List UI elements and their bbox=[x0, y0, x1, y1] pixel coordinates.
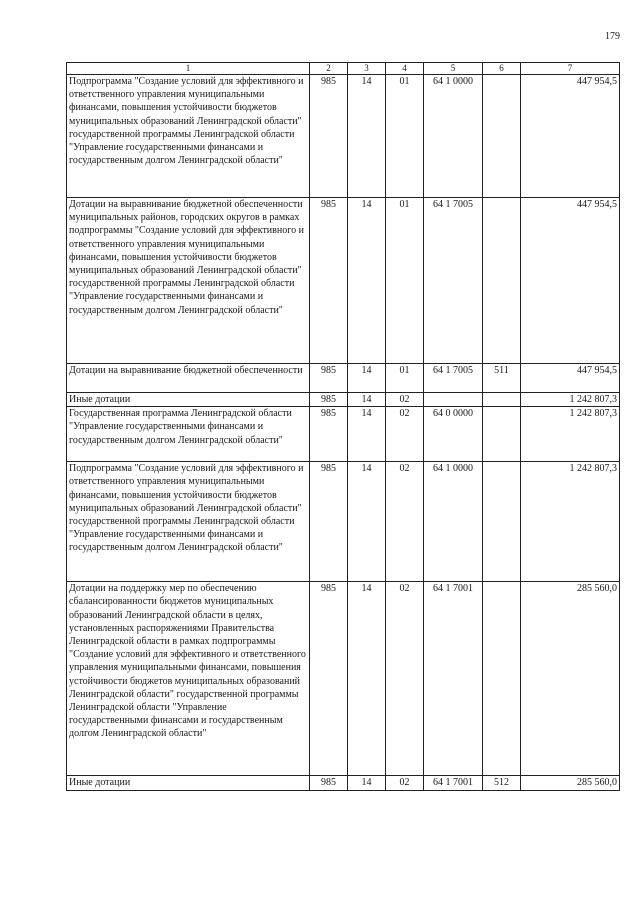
cell-subsection: 02 bbox=[386, 582, 424, 776]
cell-amount: 447 954,5 bbox=[521, 75, 620, 198]
cell-amount: 285 560,0 bbox=[521, 776, 620, 791]
column-header: 7 bbox=[521, 63, 620, 75]
cell-name: Государственная программа Ленинградской области "Управление государственными финансами и государственным долгом Ленинградской области" bbox=[67, 407, 310, 462]
cell-amount: 1 242 807,3 bbox=[521, 393, 620, 407]
table-row bbox=[67, 393, 620, 407]
cell-type: 511 bbox=[483, 364, 521, 393]
cell-type bbox=[483, 407, 521, 462]
cell-section: 14 bbox=[348, 462, 386, 582]
cell-section: 14 bbox=[348, 75, 386, 198]
cell-subsection: 02 bbox=[386, 776, 424, 791]
table-row bbox=[67, 364, 620, 393]
cell-target: 64 1 7005 bbox=[424, 364, 483, 393]
column-header: 3 bbox=[348, 63, 386, 75]
cell-section: 14 bbox=[348, 393, 386, 407]
cell-type bbox=[483, 393, 521, 407]
cell-target: 64 1 7005 bbox=[424, 198, 483, 364]
cell-subsection: 02 bbox=[386, 462, 424, 582]
cell-admin: 985 bbox=[310, 462, 348, 582]
column-header: 2 bbox=[310, 63, 348, 75]
table-row bbox=[67, 75, 620, 198]
cell-section: 14 bbox=[348, 776, 386, 791]
cell-target: 64 1 0000 bbox=[424, 75, 483, 198]
cell-target bbox=[424, 393, 483, 407]
column-header: 4 bbox=[386, 63, 424, 75]
cell-section: 14 bbox=[348, 198, 386, 364]
cell-admin: 985 bbox=[310, 198, 348, 364]
cell-amount: 1 242 807,3 bbox=[521, 407, 620, 462]
table-row bbox=[67, 776, 620, 791]
cell-amount: 285 560,0 bbox=[521, 582, 620, 776]
cell-admin: 985 bbox=[310, 582, 348, 776]
cell-admin: 985 bbox=[310, 393, 348, 407]
cell-admin: 985 bbox=[310, 776, 348, 791]
cell-target: 64 0 0000 bbox=[424, 407, 483, 462]
cell-section: 14 bbox=[348, 364, 386, 393]
header-row bbox=[67, 63, 620, 75]
cell-section: 14 bbox=[348, 582, 386, 776]
cell-subsection: 02 bbox=[386, 393, 424, 407]
cell-subsection: 01 bbox=[386, 364, 424, 393]
cell-section: 14 bbox=[348, 407, 386, 462]
page-number: 179 bbox=[605, 31, 620, 42]
cell-type: 512 bbox=[483, 776, 521, 791]
cell-admin: 985 bbox=[310, 75, 348, 198]
cell-amount: 1 242 807,3 bbox=[521, 462, 620, 582]
budget-table bbox=[66, 62, 620, 791]
cell-subsection: 01 bbox=[386, 198, 424, 364]
table-row bbox=[67, 198, 620, 364]
cell-name: Дотации на поддержку мер по обеспечению сбалансированности бюджетов муниципальных образований Ленинградской области в целях, установленных распоряжениями Правительства Ленинградской области в рамках подпрограммы "Создание условий для эффективного и ответственного управления муниципальными финансами, повышения устойчивости бюджетов муниципальных образований Ленинградской области" государственной программы Ленинградской области "Управление государственными финансами и государственным долгом Ленинградской области" bbox=[67, 582, 310, 776]
cell-type bbox=[483, 198, 521, 364]
column-header: 1 bbox=[67, 63, 310, 75]
table-row bbox=[67, 462, 620, 582]
cell-name: Дотации на выравнивание бюджетной обеспеченности муниципальных районов, городских округов в рамках подпрограммы "Создание условий для эффективного и ответственного управления муниципальными финансами, повышения устойчивости бюджетов муниципальных образований Ленинградской области" государственной программы Ленинградской области "Управление государственными финансами и государственным долгом Ленинградской области" bbox=[67, 198, 310, 364]
cell-admin: 985 bbox=[310, 407, 348, 462]
cell-amount: 447 954,5 bbox=[521, 198, 620, 364]
cell-target: 64 1 7001 bbox=[424, 776, 483, 791]
cell-target: 64 1 7001 bbox=[424, 582, 483, 776]
table-row bbox=[67, 582, 620, 776]
cell-name: Подпрограмма "Создание условий для эффективного и ответственного управления муниципальными финансами, повышения устойчивости бюджетов муниципальных образований Ленинградской области" государственной программы Ленинградской области "Управление государственными финансами и государственным долгом Ленинградской области" bbox=[67, 75, 310, 198]
cell-name: Иные дотации bbox=[67, 393, 310, 407]
cell-name: Иные дотации bbox=[67, 776, 310, 791]
cell-target: 64 1 0000 bbox=[424, 462, 483, 582]
cell-subsection: 02 bbox=[386, 407, 424, 462]
cell-subsection: 01 bbox=[386, 75, 424, 198]
column-header: 5 bbox=[424, 63, 483, 75]
cell-type bbox=[483, 75, 521, 198]
table-row bbox=[67, 407, 620, 462]
cell-type bbox=[483, 462, 521, 582]
cell-name: Подпрограмма "Создание условий для эффективного и ответственного управления муниципальными финансами, повышения устойчивости бюджетов муниципальных образований Ленинградской области" государственной программы Ленинградской области "Управление государственными финансами и государственным долгом Ленинградской области" bbox=[67, 462, 310, 582]
column-header: 6 bbox=[483, 63, 521, 75]
cell-type bbox=[483, 582, 521, 776]
cell-name: Дотации на выравнивание бюджетной обеспеченности bbox=[67, 364, 310, 393]
cell-amount: 447 954,5 bbox=[521, 364, 620, 393]
cell-admin: 985 bbox=[310, 364, 348, 393]
